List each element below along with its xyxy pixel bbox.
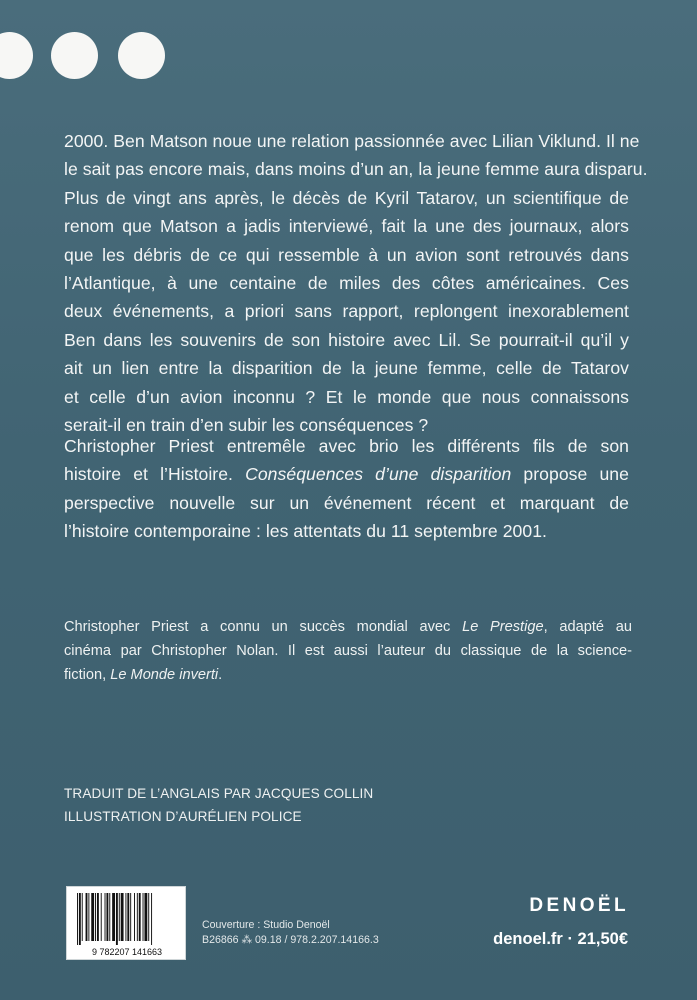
barcode-bar — [91, 893, 94, 941]
pitch-line: l’histoire contemporaine : les attentats du 11 septembre 2001. — [64, 521, 547, 542]
summary-paragraph — [64, 127, 648, 439]
decorative-dots — [0, 32, 200, 82]
publisher-site: denoel.fr — [493, 930, 563, 948]
barcode-bar — [134, 893, 135, 941]
barcode-bar — [151, 893, 152, 945]
barcode-bar — [77, 893, 78, 945]
summary-line: renom que Matson a jadis interviewé, fait la une des journaux, alors — [64, 216, 629, 237]
barcode-bar — [97, 893, 99, 941]
publisher-logo: DENOËL — [529, 895, 629, 916]
barcode-bar — [143, 893, 144, 941]
barcode-bar — [106, 893, 108, 941]
book-title: Le Prestige — [462, 619, 544, 635]
summary-line: Ben dans les souvenirs de son histoire avec Lil. Se pourrait-il qu’il y — [64, 329, 629, 350]
book-title: Conséquences d’une disparition — [245, 464, 512, 485]
barcode-bar — [88, 893, 89, 941]
bio-line: cinéma par Christopher Nolan. Il est aussi l’auteur du classique de la science- — [64, 643, 632, 659]
pitch-paragraph — [64, 432, 629, 546]
barcode-bar — [130, 893, 131, 941]
summary-line: deux événements, a priori sans rapport, replongent inexorablement — [64, 301, 629, 322]
barcode-bar — [101, 893, 102, 941]
bio-text: . — [218, 667, 223, 683]
summary-line: 2000. Ben Matson noue une relation passionnée avec Lilian Viklund. Il ne — [64, 131, 640, 151]
barcode-bar — [112, 893, 115, 941]
summary-line: l’Atlantique, à une centaine de miles des côtes américaines. Ces — [64, 273, 629, 294]
barcode-bar — [109, 893, 110, 941]
author-bio — [64, 615, 632, 687]
pitch-line: Christopher Priest entremêle avec brio les différents fils de son — [64, 436, 629, 456]
summary-line: le sait pas encore mais, dans moins d’un an, la jeune femme aura disparu. — [64, 159, 648, 180]
isbn-barcode — [66, 886, 186, 960]
summary-line: et celle d’un avion inconnu ? Et le monde que nous connaissons — [64, 386, 629, 407]
illustration-credit: ILLUSTRATION D’AURÉLIEN POLICE — [64, 808, 302, 824]
pitch-line — [64, 460, 629, 488]
barcode-bar — [105, 893, 106, 941]
book-title: Le Monde inverti — [110, 667, 219, 683]
bio-line — [64, 663, 632, 687]
bio-text: fiction, — [64, 667, 107, 683]
separator: · — [567, 930, 573, 948]
barcode-icon — [67, 887, 187, 961]
barcode-bar — [86, 893, 88, 941]
bio-line — [64, 615, 632, 639]
barcode-bar — [137, 893, 138, 941]
barcode-bar — [79, 893, 81, 945]
barcode-bar — [119, 893, 120, 941]
barcode-bar — [121, 893, 124, 941]
barcode-bar — [95, 893, 96, 941]
pitch-line-text: histoire et l’Histoire. — [64, 464, 233, 485]
dot-icon — [51, 32, 98, 79]
barcode-bar — [148, 893, 149, 941]
barcode-bar — [125, 893, 126, 941]
cover-credit: Couverture : Studio Denoël — [202, 919, 330, 931]
pitch-line: perspective nouvelle sur un événement récent et marquant de — [64, 492, 629, 513]
reference-codes: B26866 ⁂ 09.18 / 978.2.207.14166.3 — [202, 934, 379, 946]
pitch-line-text: propose une — [523, 464, 629, 485]
translation-credit: TRADUIT DE L’ANGLAIS PAR JACQUES COLLIN — [64, 786, 374, 801]
summary-line: ait un lien entre la disparition de la jeune femme, celle de Tatarov — [64, 358, 629, 379]
credits — [64, 783, 373, 828]
fineprint — [202, 918, 379, 948]
barcode-bar — [139, 893, 141, 941]
barcode-bar — [144, 893, 147, 941]
summary-line: Plus de vingt ans après, le décès de Kyril Tatarov, un scientifique de — [64, 187, 629, 208]
bio-text: , adapté au — [543, 619, 632, 635]
barcode-bar — [116, 893, 118, 945]
barcode-digits: 9 782207 141663 — [91, 947, 163, 957]
summary-line: serait-il en train d’en subir les conséquences ? — [64, 415, 429, 436]
bio-text: Christopher Priest a connu un succès mondial avec — [64, 619, 451, 635]
barcode-bar — [82, 893, 83, 941]
price-line — [493, 930, 628, 949]
dot-icon — [118, 32, 165, 79]
price: 21,50€ — [577, 930, 628, 948]
dot-icon — [0, 32, 33, 79]
barcode-bar — [127, 893, 129, 941]
summary-line: que les débris de ce qui ressemble à un avion sont retrouvés dans — [64, 244, 629, 265]
